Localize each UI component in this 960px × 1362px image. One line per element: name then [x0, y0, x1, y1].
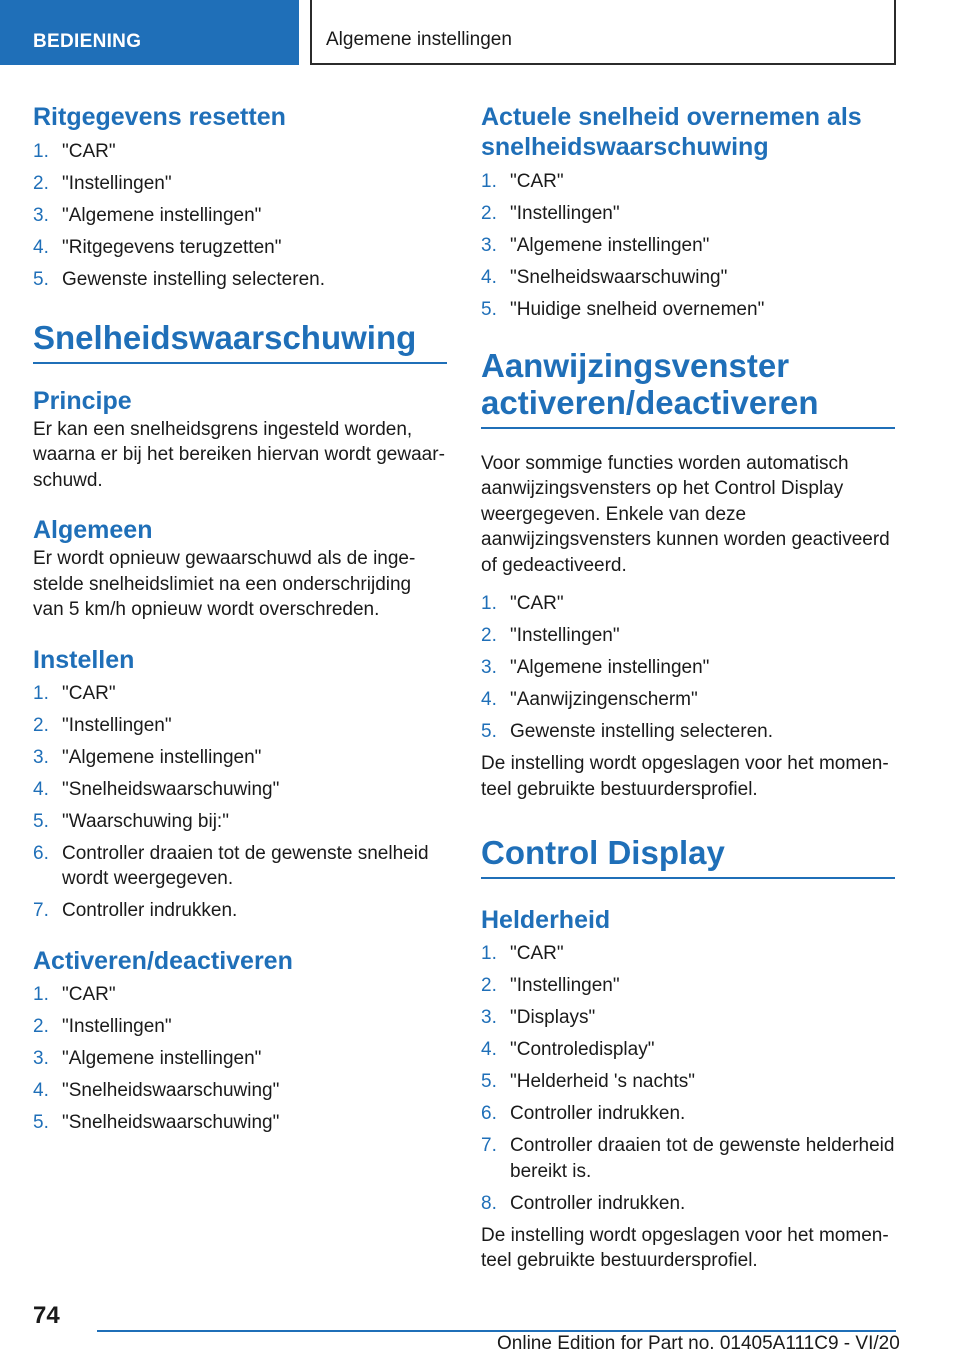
step-text: "Controledisplay" [510, 1039, 655, 1060]
step-text: "Instellingen" [510, 203, 620, 224]
setup-heading: Instellen [33, 645, 135, 674]
step-item [33, 982, 447, 1008]
step-item [481, 1191, 895, 1217]
step-number: 7. [33, 900, 49, 921]
step-number: 5. [481, 1071, 497, 1092]
principle-heading: Principe [33, 386, 132, 415]
edition-note: Online Edition for Part no. 01405A111C9 - VI/20 [497, 1333, 900, 1354]
activate-heading: Activeren/deactiveren [33, 946, 293, 975]
step-text: "CAR" [62, 682, 116, 704]
setup-steps [33, 681, 447, 924]
step-item [33, 139, 447, 165]
brightness-note: De instelling wordt opgeslagen voor het momenteel gebruikte bestuurdersprofiel. [481, 1224, 889, 1271]
step-item [481, 297, 895, 323]
step-text: "Algemene instellingen" [510, 657, 710, 678]
adopt-speed-steps [481, 169, 895, 323]
step-text: "Snelheidswaarschuwing" [62, 1111, 280, 1133]
step-text: Controller draaien tot de gewenste snelheid wordt weergegeven. [62, 842, 429, 889]
step-text: "CAR" [62, 141, 116, 162]
section-title: BEDIENING [33, 31, 142, 52]
step-number: 2. [481, 975, 497, 996]
step-item [33, 898, 447, 924]
step-item [33, 1014, 447, 1040]
step-number: 7. [481, 1135, 497, 1156]
step-text: "Algemene instellingen" [510, 235, 710, 256]
page-number: 74 [33, 1302, 60, 1329]
step-text: "CAR" [510, 943, 564, 964]
step-item [481, 265, 895, 291]
step-number: 1. [481, 593, 497, 614]
step-number: 3. [481, 235, 497, 256]
step-item [33, 267, 447, 293]
step-number: 3. [481, 657, 497, 678]
step-number: 2. [33, 1015, 49, 1037]
step-text: "Instellingen" [62, 173, 172, 194]
step-item [33, 203, 447, 229]
step-number: 1. [481, 943, 497, 964]
step-number: 2. [481, 625, 497, 646]
step-text: "Snelheidswaarschuwing" [62, 778, 280, 800]
principle-text: Er kan een snelheidsgrens ingesteld worden, waarna er bij het bereiken hiervan wordt gewaarschuwd. [33, 418, 445, 491]
step-text: "Instellingen" [62, 1015, 172, 1037]
step-number: 4. [33, 778, 49, 800]
step-number: 8. [481, 1192, 497, 1214]
section-tab [0, 0, 299, 65]
step-number: 5. [481, 299, 497, 320]
step-item [33, 1110, 447, 1136]
step-item [481, 1101, 895, 1127]
step-number: 3. [481, 1007, 497, 1028]
step-number: 6. [481, 1103, 497, 1124]
step-text: Gewenste instelling selecteren. [62, 269, 325, 290]
step-item [33, 235, 447, 261]
step-text: "Algemene instellingen" [62, 205, 262, 226]
step-text: "Instellingen" [62, 714, 172, 736]
step-number: 3. [33, 1047, 49, 1069]
hint-window-note: De instelling wordt opgeslagen voor het momenteel gebruikte bestuurdersprofiel. [481, 753, 889, 800]
step-item [481, 655, 895, 681]
step-text: "CAR" [510, 171, 564, 192]
step-item [481, 941, 895, 967]
step-number: 4. [33, 1079, 49, 1101]
step-item [481, 973, 895, 999]
brightness-heading: Helderheid [481, 906, 611, 934]
left-column [33, 100, 447, 1142]
activate-steps [33, 982, 447, 1136]
step-text: "Huidige snelheid overnemen" [510, 299, 765, 320]
reset-steps [33, 139, 447, 293]
step-number: 5. [33, 269, 49, 290]
step-item [481, 623, 895, 649]
step-item [33, 745, 447, 771]
step-text: "Snelheidswaarschuwing" [510, 267, 728, 288]
step-text: "CAR" [62, 983, 116, 1005]
step-text: "Waarschuwing bij:" [62, 810, 229, 832]
step-text: Controller indrukken. [62, 900, 238, 921]
step-number: 1. [481, 171, 497, 192]
step-item [33, 171, 447, 197]
step-item [481, 1037, 895, 1063]
step-item [481, 233, 895, 259]
control-display-heading: Control Display [481, 834, 895, 879]
step-number: 2. [33, 714, 49, 736]
step-text: "Snelheidswaarschuwing" [62, 1079, 280, 1101]
step-number: 4. [481, 1039, 497, 1060]
step-text: "Aanwijzingenscherm" [510, 689, 698, 710]
step-number: 1. [33, 682, 49, 704]
general-text: Er wordt opnieuw gewaarschuwd als de ingestelde snelheidslimiet na een onderschrijding van 5 km/h opnieuw wordt overschreden. [33, 548, 416, 620]
step-number: 2. [33, 173, 49, 194]
step-number: 4. [33, 237, 49, 258]
hint-window-steps [481, 591, 895, 745]
step-number: 5. [33, 810, 49, 832]
step-text: Controller draaien tot de gewenste helderheid bereikt is. [510, 1135, 895, 1182]
step-item [481, 719, 895, 745]
step-number: 1. [33, 141, 49, 162]
step-item [33, 681, 447, 707]
step-number: 3. [33, 205, 49, 226]
right-column [481, 100, 895, 1274]
step-item [481, 1005, 895, 1031]
step-number: 6. [33, 842, 49, 864]
step-item [481, 1069, 895, 1095]
brightness-steps [481, 941, 895, 1216]
step-text: Gewenste instelling selecteren. [510, 721, 773, 742]
step-text: "Helderheid 's nachts" [510, 1071, 696, 1092]
step-number: 2. [481, 203, 497, 224]
step-text: Controller indrukken. [510, 1103, 686, 1124]
step-text: "Algemene instellingen" [62, 746, 262, 768]
step-item [33, 1046, 447, 1072]
step-item [481, 169, 895, 195]
speed-warning-heading: Snelheidswaarschuwing [33, 319, 447, 364]
step-number: 1. [33, 983, 49, 1005]
step-text: "Displays" [510, 1007, 596, 1028]
footer-divider [97, 1330, 896, 1332]
step-item [33, 777, 447, 803]
chapter-title: Algemene instellingen [326, 29, 512, 50]
step-item [481, 201, 895, 227]
step-text: Controller indrukken. [510, 1192, 686, 1214]
adopt-speed-heading: Actuele snelheid overnemen als snelheidswaarschuwing [481, 103, 862, 161]
hint-window-heading: Aanwijzingsvenster activeren/deactiveren [481, 347, 895, 429]
step-number: 4. [481, 267, 497, 288]
step-text: "Algemene instellingen" [62, 1047, 262, 1069]
hint-window-text: Voor sommige functies worden automatisch aanwijzingsvensters op het Control Display weergegeven. Enkele van deze aanwijzingsvensters kunnen worden geactiveerd of gedeactiveerd. [481, 452, 890, 576]
chapter-tab [310, 0, 896, 65]
step-number: 4. [481, 689, 497, 710]
step-text: "Instellingen" [510, 975, 620, 996]
step-text: "Instellingen" [510, 625, 620, 646]
step-item [481, 1133, 895, 1184]
step-item [33, 1078, 447, 1104]
step-text: "CAR" [510, 593, 564, 614]
step-text: "Ritgegevens terugzetten" [62, 237, 282, 258]
step-item [481, 591, 895, 617]
step-item [33, 809, 447, 835]
step-item [33, 713, 447, 739]
step-number: 3. [33, 746, 49, 768]
step-item [481, 687, 895, 713]
step-item [33, 841, 447, 892]
step-number: 5. [33, 1111, 49, 1133]
general-heading: Algemeen [33, 516, 153, 544]
reset-heading: Ritgegevens resetten [33, 103, 286, 131]
step-number: 5. [481, 721, 497, 742]
